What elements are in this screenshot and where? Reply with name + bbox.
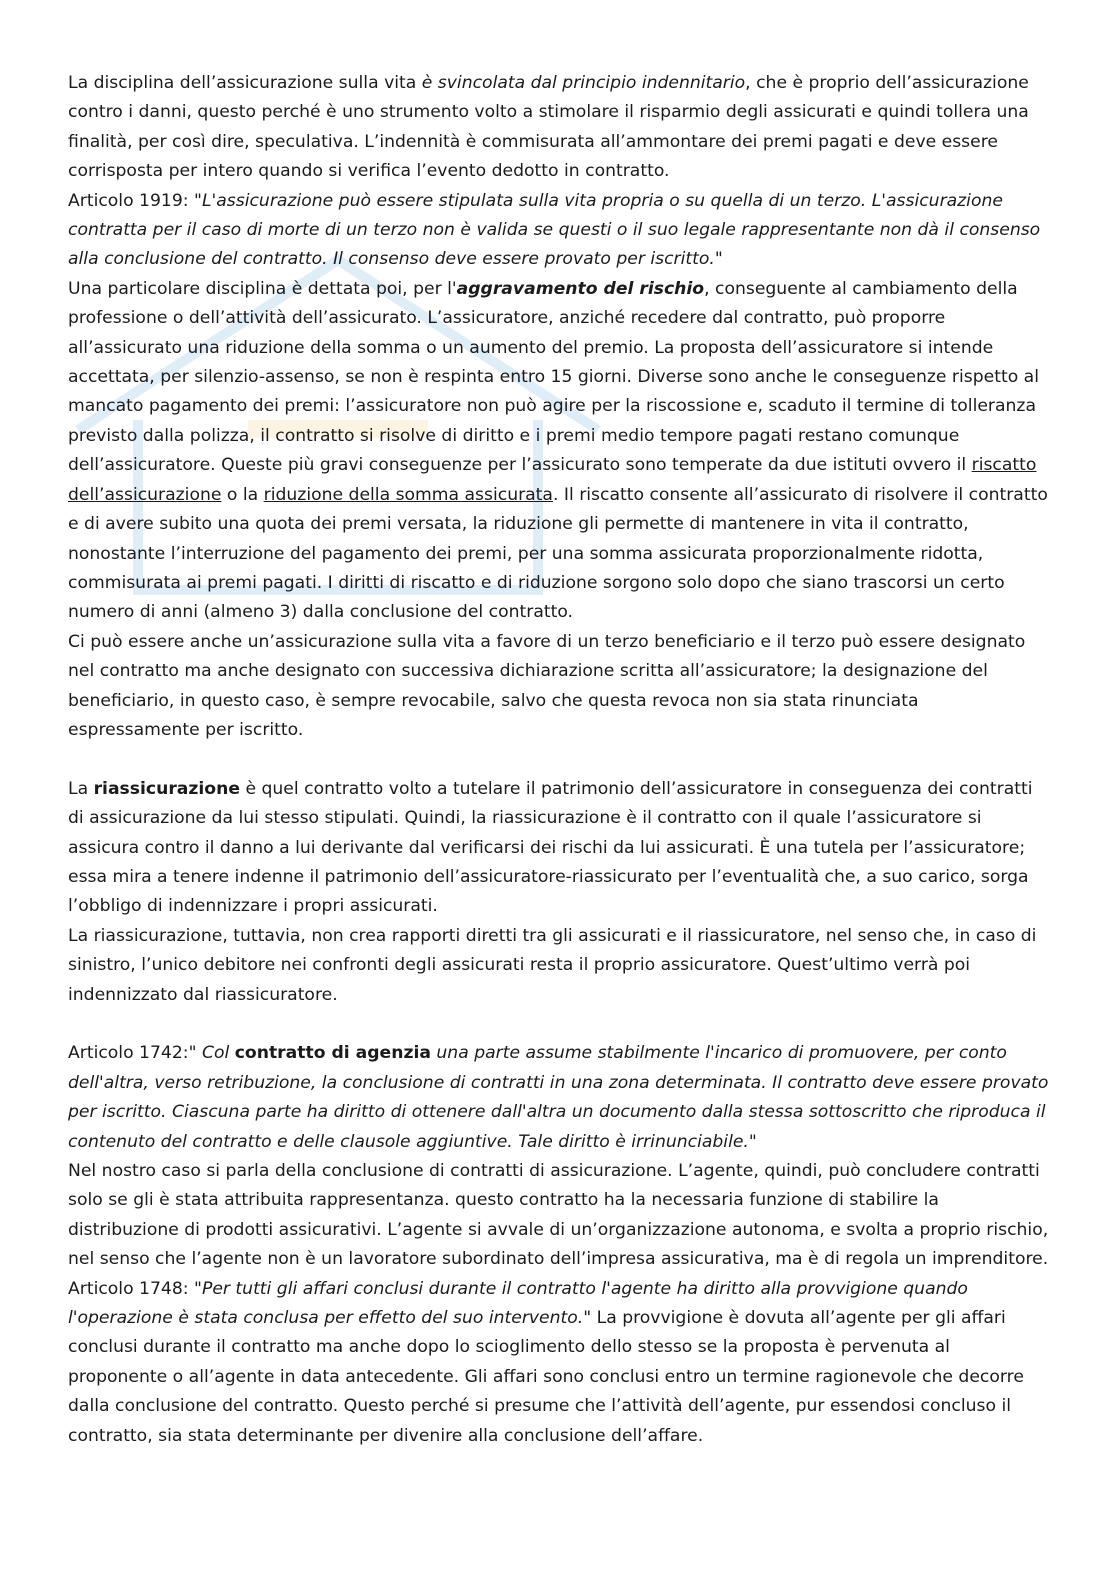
text-run: La disciplina dell’assicurazione sulla vita bbox=[68, 73, 422, 93]
quote-italic: Col bbox=[201, 1043, 235, 1064]
quote-italic: L'assicurazione può essere stipulata sulla vita propria o su quella di un terzo. L'assicurazione contratta per il caso di morte di un terzo non è valida se questi o il suo legale rappresentante non dà il consenso alla conclusione del contratto. Il consenso deve essere provato per iscritto. bbox=[68, 190, 1041, 270]
bold-term: riassicurazione bbox=[93, 778, 240, 799]
text-run: o la bbox=[221, 484, 264, 505]
bold-italic-term: aggravamento del rischio bbox=[456, 278, 705, 299]
text-run: " bbox=[748, 1131, 757, 1152]
paragraph-agente: Nel nostro caso si parla della conclusione di contratti di assicurazione. L’agente, quindi, può concludere contratti solo se gli è stata attribuita rappresentanza. questo contratto ha la necessaria funzione di stabilire la distribuzione di prodotti assicurativi. L’agente si avvale di un’organizzazione autonoma, e svolta a proprio rischio, nel senso che l’agente non è un lavoratore subordinato dell’impresa assicurativa, ma è di regola un imprenditore. bbox=[68, 1161, 1049, 1270]
document-body bbox=[68, 69, 1053, 1451]
paragraph-articolo-1748 bbox=[68, 1275, 1053, 1451]
quote-italic: una parte assume stabilmente l'incarico di promuovere, per conto dell'altra, verso retribuzione, la conclusione di contratti in una zona determinata. Il contratto deve essere provato per iscritto. Ciascuna parte ha diritto di ottenere dall'altra un documento dalla stessa sottoscritto che riproduca il contenuto del contratto e delle clausole aggiuntive. Tale diritto è irrinunciabile. bbox=[68, 1043, 1049, 1152]
text-run: Una particolare disciplina è dettata poi, per l' bbox=[68, 278, 457, 299]
underlined-term-riduzione: riduzione della somma assicurata bbox=[263, 484, 553, 505]
paragraph-articolo-1919 bbox=[68, 187, 1053, 275]
paragraph-beneficiario: Ci può essere anche un’assicurazione sulla vita a favore di un terzo beneficiario e il terzo può essere designato nel contratto ma anche designato con successiva dichiarazione scritta all’assicuratore; la designazione del beneficiario, in questo caso, è sempre revocabile, salvo che questa revoca non sia stata rinunciata espressamente per iscritto. bbox=[68, 631, 1026, 740]
text-run: " bbox=[714, 249, 723, 270]
paragraph-articolo-1742 bbox=[68, 1039, 1053, 1157]
bold-term: contratto di agenzia bbox=[234, 1043, 431, 1064]
quote-italic: Per tutti gli affari conclusi durante il contratto l'agente ha diritto alla provvigione quando l'operazione è stata conclusa per effetto del suo intervento. bbox=[68, 1278, 968, 1329]
text-run: è quel contratto volto a tutelare il patrimonio dell’assicuratore in conseguenza dei contratti di assicurazione da lui stesso stipulati. Quindi, la riassicurazione è il contratto con il quale l’assicuratore si assicura contro il danno a lui derivante dal verificarsi dei rischi da lui assicurati. È una tutela per l’assicuratore; essa mira a tenere indenne il patrimonio dell’assicuratore-riassicurato per l’eventualità che, a suo carico, sorga l’obbligo di indennizzare i propri assicurati. bbox=[68, 778, 1033, 917]
text-run: . Il riscatto consente all’assicurato di risolvere il contratto e di avere subito una quota dei premi versata, la riduzione gli permette di mantenere in vita il contratto, nonostante l’interruzione del pagamento dei premi, per una somma assicurata proporzionalmente ridotta, commisurata ai premi pagati. I diritti di riscatto e di riduzione sorgono solo dopo che siano trascorsi un certo numero di anni (almeno 3) dalla conclusione del contratto. bbox=[68, 484, 1048, 623]
italic-run: è svincolata dal principio indennitario bbox=[421, 73, 746, 93]
paragraph-riassicurazione-rapporti: La riassicurazione, tuttavia, non crea rapporti diretti tra gli assicurati e il riassicuratore, nel senso che, in caso di sinistro, l’unico debitore nei confronti degli assicurati resta il proprio assicuratore. Quest’ultimo verrà poi indennizzato dal riassicuratore. bbox=[68, 925, 1037, 1005]
paragraph-riassicurazione bbox=[68, 775, 1053, 922]
blank-line bbox=[68, 1010, 1053, 1039]
underlined-term-riscatto: riscatto dell’assicurazione bbox=[68, 455, 1037, 505]
text-run: La bbox=[68, 778, 94, 799]
paragraph-vita bbox=[68, 69, 1053, 187]
blank-line bbox=[68, 745, 1053, 774]
text-run: , conseguente al cambiamento della professione o dell’attività dell’assicurato. L’assicuratore, anziché recedere dal contratto, può proporre all’assicurato una riduzione della somma o un aumento del premio. La proposta dell’assicuratore si intende accettata, per silenzio-assenso, se non è respinta entro 15 giorni. Diverse sono anche le conseguenze rispetto al mancato pagamento dei premi: l’assicuratore non può agire per la riscossione e, scaduto il termine di tolleranza previsto dalla polizza, il contratto si risolve di diritto e i premi medio tempore pagati restano comunque dell’assicuratore. Queste più gravi conseguenze per l’assicurato sono temperate da due istituti ovvero il bbox=[68, 278, 1039, 476]
paragraph-aggravamento bbox=[68, 275, 1053, 628]
text-run: , che è proprio dell’assicurazione contro i danni, questo perché è uno strumento volto a stimolare il risparmio degli assicurati e quindi tollera una finalità, per così dire, speculativa. L’indennità è commisurata all’ammontare dei premi pagati e deve essere corrisposta per intero quando si verifica l’evento dedotto in contratto. bbox=[68, 73, 1029, 182]
text-run: Articolo 1748: " bbox=[68, 1278, 202, 1299]
text-run: Articolo 1919: " bbox=[68, 190, 202, 211]
text-run: Articolo 1742:" bbox=[68, 1043, 202, 1064]
text-run: " La provvigione è dovuta all’agente per gli affari conclusi durante il contratto ma anche dopo lo scioglimento dello stesso se la proposta è pervenuta al proponente o all’agente in data antecedente. Gli affari sono conclusi entro un termine ragionevole che decorre dalla conclusione del contratto. Questo perché si presume che l’attività dell’agente, pur essendosi concluso il contratto, sia stata determinante per divenire alla conclusione dell’affare. bbox=[68, 1308, 1024, 1446]
